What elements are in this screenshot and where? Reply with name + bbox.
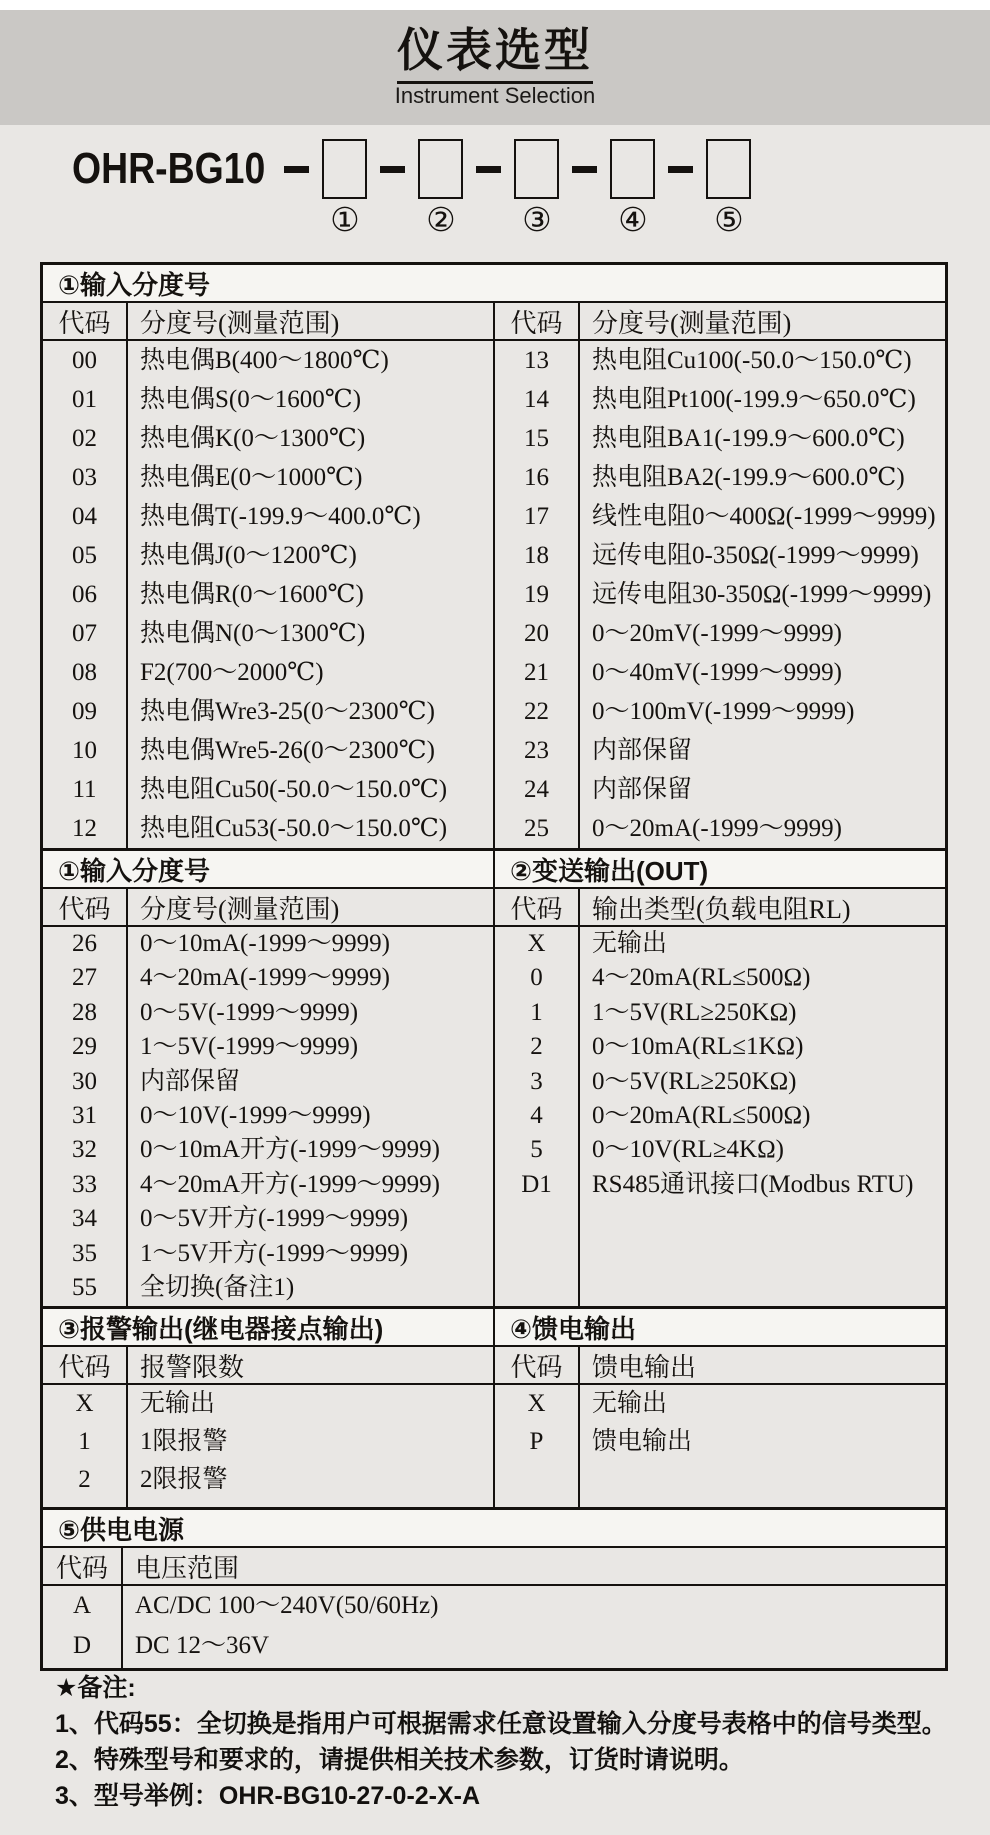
header-band — [0, 10, 990, 125]
description-cell: 4～20mA(-1999～9999) — [140, 964, 390, 992]
code-cell: 5 — [530, 1136, 543, 1164]
notes-block — [55, 1670, 955, 1814]
section-body — [43, 1347, 945, 1507]
description-cell: 远传电阻30-350Ω(-1999～9999) — [592, 581, 932, 608]
code-column — [495, 341, 580, 848]
code-cell: 1 — [530, 998, 543, 1026]
description-cell: 1～5V开方(-1999～9999) — [140, 1239, 409, 1267]
description-cell: 热电偶B(400～1800℃) — [140, 347, 389, 374]
section-title: ①输入分度号 — [58, 269, 211, 300]
rows-area — [495, 1385, 945, 1507]
description-cell: 内部保留 — [592, 737, 693, 764]
description-cell: 0～10mA(-1999～9999) — [140, 930, 390, 957]
code-cell: 15 — [524, 425, 549, 452]
section-band-2 — [43, 848, 945, 1306]
position-marker: ② — [426, 203, 456, 239]
code-column — [495, 1385, 580, 1507]
description-cell: 热电阻Cu53(-50.0～150.0℃) — [140, 815, 448, 842]
section-half — [43, 303, 493, 848]
rows-area — [43, 341, 493, 848]
code-cell: 12 — [72, 815, 97, 842]
code-column — [43, 341, 128, 848]
section-half — [43, 1347, 493, 1507]
description-cell: 0～20mA(-1999～9999) — [592, 815, 842, 842]
page-subtitle: Instrument Selection — [394, 83, 596, 109]
section-title-row — [43, 1309, 945, 1347]
description-cell: 远传电阻0-350Ω(-1999～9999) — [592, 542, 919, 569]
description-cell: 热电偶Wre5-26(0～2300℃) — [140, 737, 435, 764]
rows-area — [43, 1385, 493, 1507]
section-body — [43, 303, 945, 848]
description-cell: DC 12～36V — [135, 1632, 270, 1659]
code-cell: 17 — [524, 503, 549, 530]
code-cell: 33 — [72, 1170, 97, 1198]
section-half — [43, 889, 493, 1306]
section-title: ④馈电输出 — [493, 1309, 945, 1345]
code-cell: 14 — [524, 386, 549, 413]
description-cell: 0～10V(RL≥4KΩ) — [592, 1136, 785, 1164]
description-cell: 0～10V(-1999～9999) — [140, 1101, 371, 1129]
code-column — [495, 927, 580, 1306]
description-column-header: 分度号(测量范围) — [140, 308, 340, 338]
description-cell: 热电偶T(-199.9～400.0℃) — [140, 503, 421, 530]
code-cell: 30 — [72, 1067, 97, 1095]
description-column-header: 报警限数 — [140, 1352, 245, 1382]
dash-separator — [284, 166, 309, 173]
rows-area — [495, 927, 945, 1306]
code-cell: 16 — [524, 464, 549, 491]
code-cell: 13 — [524, 347, 549, 374]
code-cell: 2 — [78, 1466, 91, 1493]
description-cell: 0～20mV(-1999～9999) — [592, 620, 842, 647]
description-cell: 线性电阻0～400Ω(-1999～9999) — [592, 503, 936, 530]
dash-separator — [572, 166, 597, 173]
code-cell: 20 — [524, 620, 549, 647]
column-header-row — [43, 1347, 493, 1385]
section-band-4 — [43, 1507, 945, 1668]
code-cell: 04 — [72, 503, 97, 530]
description-cell: 0～5V(RL≥250KΩ) — [592, 1067, 797, 1095]
code-column-header: 代码 — [495, 889, 580, 925]
description-cell: 0～40mV(-1999～9999) — [592, 659, 842, 686]
description-column — [580, 341, 945, 848]
code-column-header: 代码 — [495, 1347, 580, 1383]
section-title: ②变送输出(OUT) — [493, 851, 945, 887]
code-cell: 19 — [524, 581, 549, 608]
code-column — [43, 1385, 128, 1507]
code-cell: 07 — [72, 620, 97, 647]
code-cell: 35 — [72, 1239, 97, 1267]
code-cell: 27 — [72, 964, 97, 992]
code-cell: 06 — [72, 581, 97, 608]
code-cell: D1 — [521, 1170, 552, 1198]
description-cell: 热电偶N(0～1300℃) — [140, 620, 366, 647]
description-column-header: 输出类型(负载电阻RL) — [592, 894, 851, 924]
description-cell: 2限报警 — [140, 1466, 228, 1493]
code-cell: 4 — [530, 1101, 543, 1129]
code-column-header: 代码 — [43, 1548, 123, 1584]
code-column-header: 代码 — [43, 303, 128, 339]
description-cell: 0～5V(-1999～9999) — [140, 998, 359, 1026]
description-cell: 无输出 — [592, 1390, 668, 1417]
model-code-slot-4 — [610, 139, 655, 239]
notes-title: ★备注: — [55, 1674, 136, 1702]
column-header-row — [495, 303, 945, 341]
description-cell: F2(700～2000℃) — [140, 659, 324, 686]
note-line: 1、代码55：全切换是指用户可根据需求任意设置输入分度号表格中的信号类型。 — [55, 1710, 947, 1738]
code-cell: A — [72, 1592, 92, 1619]
description-cell: 热电阻Cu50(-50.0～150.0℃) — [140, 776, 448, 803]
section-half — [493, 889, 945, 1306]
description-cell: AC/DC 100～240V(50/60Hz) — [135, 1592, 439, 1619]
description-cell: 0～10mA(RL≤1KΩ) — [592, 1033, 804, 1061]
code-cell: 28 — [72, 998, 97, 1026]
description-cell: 热电偶E(0～1000℃) — [140, 464, 363, 491]
description-cell: 4～20mA(RL≤500Ω) — [592, 964, 811, 992]
code-column-header: 代码 — [43, 1347, 128, 1383]
dash-separator — [668, 166, 693, 173]
code-cell: 24 — [524, 776, 549, 803]
section-title: ③报警输出(继电器接点输出) — [58, 1313, 384, 1344]
description-cell: 0～20mA(RL≤500Ω) — [592, 1101, 811, 1129]
section-title: ⑤供电电源 — [58, 1514, 185, 1545]
code-cell: X — [527, 1390, 546, 1417]
code-cell: X — [527, 930, 546, 957]
code-cell: 26 — [72, 930, 97, 957]
code-cell: 22 — [524, 698, 549, 725]
dash-separator — [476, 166, 501, 173]
code-cell: 03 — [72, 464, 97, 491]
code-cell: 25 — [524, 815, 549, 842]
rows-area — [495, 341, 945, 848]
position-marker: ⑤ — [714, 203, 744, 239]
description-cell: 热电偶Wre3-25(0～2300℃) — [140, 698, 435, 725]
description-cell: 热电偶J(0～1200℃) — [140, 542, 357, 569]
description-cell: 0～100mV(-1999～9999) — [592, 698, 855, 725]
description-cell: 无输出 — [140, 1390, 216, 1417]
code-cell: 11 — [72, 776, 97, 803]
page-title: 仪表选型 — [397, 19, 593, 84]
description-column — [580, 927, 945, 1306]
code-cell: 09 — [72, 698, 97, 725]
section-title-row — [43, 265, 945, 303]
description-cell: 1限报警 — [140, 1428, 228, 1455]
code-cell: 21 — [524, 659, 549, 686]
description-column — [128, 1385, 493, 1507]
note-line: 3、型号举例：OHR-BG10-27-0-2-X-A — [55, 1782, 481, 1810]
description-column-header: 分度号(测量范围) — [140, 894, 340, 924]
code-column — [43, 1586, 123, 1668]
description-cell: 热电偶R(0～1600℃) — [140, 581, 364, 608]
column-header-row — [495, 1347, 945, 1385]
column-header-row — [43, 889, 493, 927]
code-cell: 34 — [72, 1205, 97, 1233]
section-half — [493, 1347, 945, 1507]
model-code-slot-1 — [322, 139, 367, 239]
code-cell: 05 — [72, 542, 97, 569]
code-cell: 02 — [72, 425, 97, 452]
model-code-line — [72, 138, 751, 239]
description-cell: 无输出 — [592, 930, 668, 957]
code-cell: 31 — [72, 1101, 97, 1129]
description-cell: 馈电输出 — [592, 1428, 693, 1455]
description-column — [128, 927, 493, 1306]
code-cell: 00 — [72, 347, 97, 374]
model-code-slot-3 — [514, 139, 559, 239]
description-cell: 1～5V(-1999～9999) — [140, 1033, 359, 1061]
rows-area — [43, 1586, 945, 1668]
column-header-row — [43, 1548, 945, 1586]
section-title: ①输入分度号 — [58, 855, 211, 886]
note-line: 2、特殊型号和要求的，请提供相关技术参数，订货时请说明。 — [55, 1746, 744, 1774]
description-cell: 1～5V(RL≥250KΩ) — [592, 998, 797, 1026]
code-cell: 2 — [530, 1033, 543, 1061]
code-column — [43, 927, 128, 1306]
code-column-header: 代码 — [43, 889, 128, 925]
description-cell: 0～5V开方(-1999～9999) — [140, 1205, 409, 1233]
code-cell: 32 — [72, 1136, 97, 1164]
code-cell: 29 — [72, 1033, 97, 1061]
section-title-row — [43, 1510, 945, 1548]
section-band-1 — [43, 265, 945, 848]
code-cell: P — [529, 1428, 544, 1455]
description-cell: 热电偶S(0～1600℃) — [140, 386, 362, 413]
description-cell: 热电阻BA1(-199.9～600.0℃) — [592, 425, 905, 452]
rows-area — [43, 927, 493, 1306]
description-column — [580, 1385, 945, 1507]
code-cell: X — [75, 1390, 94, 1417]
code-cell: 1 — [78, 1428, 91, 1455]
section-body — [43, 889, 945, 1306]
section-half — [43, 1548, 945, 1668]
description-cell: 内部保留 — [592, 776, 693, 803]
code-cell: 10 — [72, 737, 97, 764]
description-column-header: 馈电输出 — [592, 1352, 697, 1382]
description-cell: 热电阻Cu100(-50.0～150.0℃) — [592, 347, 912, 374]
code-cell: 55 — [72, 1273, 97, 1301]
description-cell: 热电偶K(0～1300℃) — [140, 425, 366, 452]
model-code-slot-5 — [706, 139, 751, 239]
code-cell: 18 — [524, 542, 549, 569]
code-column-header: 代码 — [495, 303, 580, 339]
selection-table — [40, 262, 948, 1671]
position-marker: ① — [330, 203, 360, 239]
column-header-row — [495, 889, 945, 927]
section-title-row — [43, 851, 945, 889]
description-cell: 内部保留 — [140, 1067, 241, 1095]
section-half — [493, 303, 945, 848]
description-column-header: 分度号(测量范围) — [592, 308, 792, 338]
code-cell: 0 — [530, 964, 543, 992]
code-cell: 23 — [524, 737, 549, 764]
model-code-slot-2 — [418, 139, 463, 239]
description-column — [128, 341, 493, 848]
code-cell: 08 — [72, 659, 97, 686]
description-cell: 热电阻BA2(-199.9～600.0℃) — [592, 464, 905, 491]
model-prefix: OHR-BG10 — [72, 144, 266, 193]
position-marker: ④ — [618, 203, 648, 239]
code-cell: 3 — [530, 1067, 543, 1095]
description-column — [123, 1586, 945, 1668]
description-cell: RS485通讯接口(Modbus RTU) — [592, 1170, 914, 1198]
description-cell: 0～10mA开方(-1999～9999) — [140, 1136, 440, 1164]
section-body — [43, 1548, 945, 1668]
description-cell: 热电阻Pt100(-199.9～650.0℃) — [592, 386, 916, 413]
section-band-3 — [43, 1306, 945, 1507]
position-marker: ③ — [522, 203, 552, 239]
description-column-header: 电压范围 — [135, 1553, 240, 1583]
dash-separator — [380, 166, 405, 173]
column-header-row — [43, 303, 493, 341]
description-cell: 全切换(备注1) — [140, 1273, 295, 1301]
code-cell: 01 — [72, 386, 97, 413]
description-cell: 4～20mA开方(-1999～9999) — [140, 1170, 440, 1198]
code-cell: D — [72, 1632, 92, 1659]
